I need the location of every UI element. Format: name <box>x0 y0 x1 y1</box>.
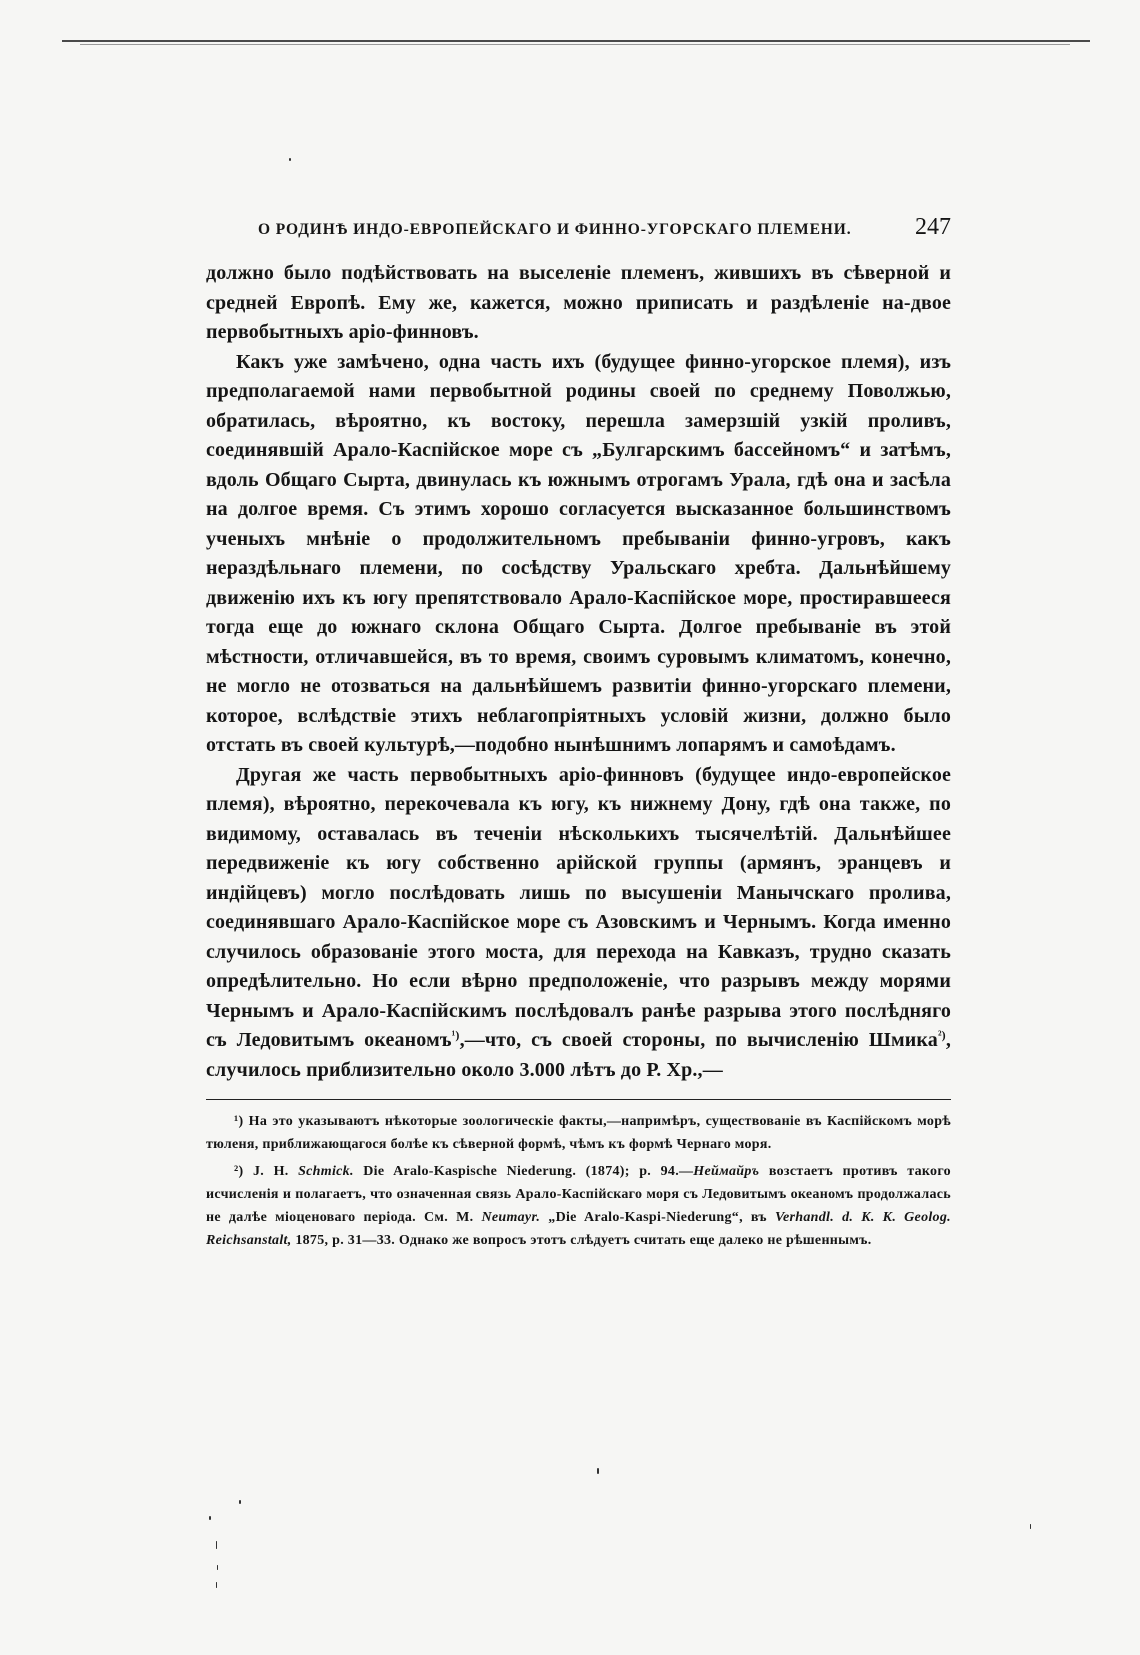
scan-top-rule <box>62 40 1090 42</box>
footnotes <box>206 1110 951 1252</box>
footnote-2-author: Schmick. <box>298 1164 354 1179</box>
scan-speck <box>209 1516 211 1520</box>
paragraph-3-part-3: , случилось приблизительно около 3.000 лѣтъ до Р. Хр.,— <box>206 1029 951 1081</box>
footnote-1-marker: ¹) <box>234 1114 244 1129</box>
footnote-2-author-initials: J. H. <box>252 1164 289 1179</box>
running-title: О РОДИНѢ ИНДО-ЕВРОПЕЙСКАГО И ФИННО-УГОРСКАГО ПЛЕМЕНИ. <box>258 221 852 238</box>
page-number: 247 <box>915 214 951 240</box>
paragraph-3 <box>206 761 951 1086</box>
scan-speck <box>216 1582 217 1588</box>
footnote-ref-1[interactable]: ¹) <box>451 1028 460 1042</box>
scan-top-rule-faint <box>80 44 1070 45</box>
footnote-2-neumayr: Neumayr. <box>481 1210 541 1225</box>
paragraph-1: должно было подѣйствовать на выселеніе племенъ, жившихъ въ сѣверной и средней Европѣ. Ему же, кажется, можно приписать и раздѣленіе на-двое первобытныхъ аріо-финновъ. <box>206 262 951 343</box>
paragraph-3-part-1: Другая же часть первобытныхъ аріо-финновъ (будущее индо-европейское племя), вѣроятно, перекочевала къ югу, къ нижнему Дону, гдѣ она также, по видимому, оставалась въ теченіи нѣсколькихъ тысячелѣтій. Дальнѣйшее передвиженіе къ югу собственно арійской группы (армянъ, эранцевъ и индійцевъ) могло послѣдовать лишь по высушеніи Манычскаго пролива, соединявшаго Арало-Каспійское море съ Азовскимъ и Чернымъ. Когда именно случилось образованіе этого моста, для перехода на Кавказъ, трудно сказать опредѣлительно. Но если вѣрно предположеніе, что разрывъ между морями Чернымъ и Арало-Каспійскимъ послѣдовалъ ранѣе разрыва этого послѣдняго съ Ледовитымъ океаномъ <box>206 763 951 1051</box>
body-text <box>206 259 951 1085</box>
footnote-2-journal: Verhandl. d. K. K. Geolog. Reichsanstalt, <box>206 1210 951 1248</box>
footnote-1-text: На это указываютъ нѣкоторые зоологическіе факты,—напримѣръ, существованіе въ Каспійскомъ морѣ тюленя, приближающагося болѣе къ сѣверной формѣ, чѣмъ къ формѣ Чернаго моря. <box>206 1114 951 1152</box>
footnote-ref-2[interactable]: ²) <box>937 1028 946 1042</box>
scan-speck <box>239 1500 241 1504</box>
footnote-1 <box>206 1110 951 1156</box>
footnote-2-text-2: 1875, p. 31—33. Однако же вопросъ этотъ слѣдуетъ считать еще далеко не рѣшеннымъ. <box>295 1233 872 1248</box>
footnote-2 <box>206 1160 951 1252</box>
running-header <box>258 214 951 241</box>
paragraph-2: Какъ уже замѣчено, одна часть ихъ (будущее финно-угорское племя), изъ предполагаемой нами первобытной родины своей по среднему Поволжью, обратилась, вѣроятно, къ востоку, перешла замерзшій узкій проливъ, соединявшій Арало-Каспійское море съ „Булгарскимъ бассейномъ“ и затѣмъ, вдоль Общаго Сырта, двинулась къ южнымъ отрогамъ Урала, гдѣ она и засѣла на долгое время. Съ этимъ хорошо согласуется высказанное большинствомъ ученыхъ мнѣніе о продолжительномъ пребываніи финно-угровъ, какъ нераздѣльнаго племени, по сосѣдству Уральскаго хребта. Дальнѣйшему движенію ихъ къ югу препятствовало Арало-Каспійское море, простиравшееся тогда еще до южнаго склона Общаго Сырта. Долгое пребываніе въ этой мѣстности, отличавшейся, въ то время, своимъ суровымъ климатомъ, конечно, не могло не отозваться на дальнѣйшемъ развитіи финно-угорскаго племени, которое, вслѣдствіе этихъ неблагопріятныхъ условій жизни, должно было отстать въ своей культурѣ,—подобно нынѣшнимъ лопарямъ и самоѣдамъ. <box>206 350 951 756</box>
footnote-2-work: „Die Aralo-Kaspi-Niederung“, въ <box>548 1210 767 1225</box>
paragraph-3-part-2: ,—что, съ своей стороны, по вычисленію Шмика <box>459 1029 938 1051</box>
footnote-2-text-1: возстаетъ противъ такого исчисленія и полагаетъ, что означенная связь Арало-Каспійскаго моря съ Ледовитымъ океаномъ продолжалась не далѣе міоценоваго періода. См. М. <box>206 1164 951 1225</box>
scan-speck <box>289 158 291 161</box>
footnote-2-neumayr-ru: Неймайръ <box>693 1164 760 1179</box>
scan-speck <box>1030 1524 1031 1529</box>
scan-speck <box>216 1541 217 1549</box>
footnote-2-marker: ²) <box>234 1164 244 1179</box>
scan-speck <box>597 1468 599 1474</box>
footnote-divider <box>206 1099 951 1100</box>
footnote-2-title: Die Aralo-Kaspische Niederung. (1874); p. 94.— <box>363 1164 694 1179</box>
book-page <box>206 214 951 1252</box>
scan-speck <box>217 1565 218 1570</box>
